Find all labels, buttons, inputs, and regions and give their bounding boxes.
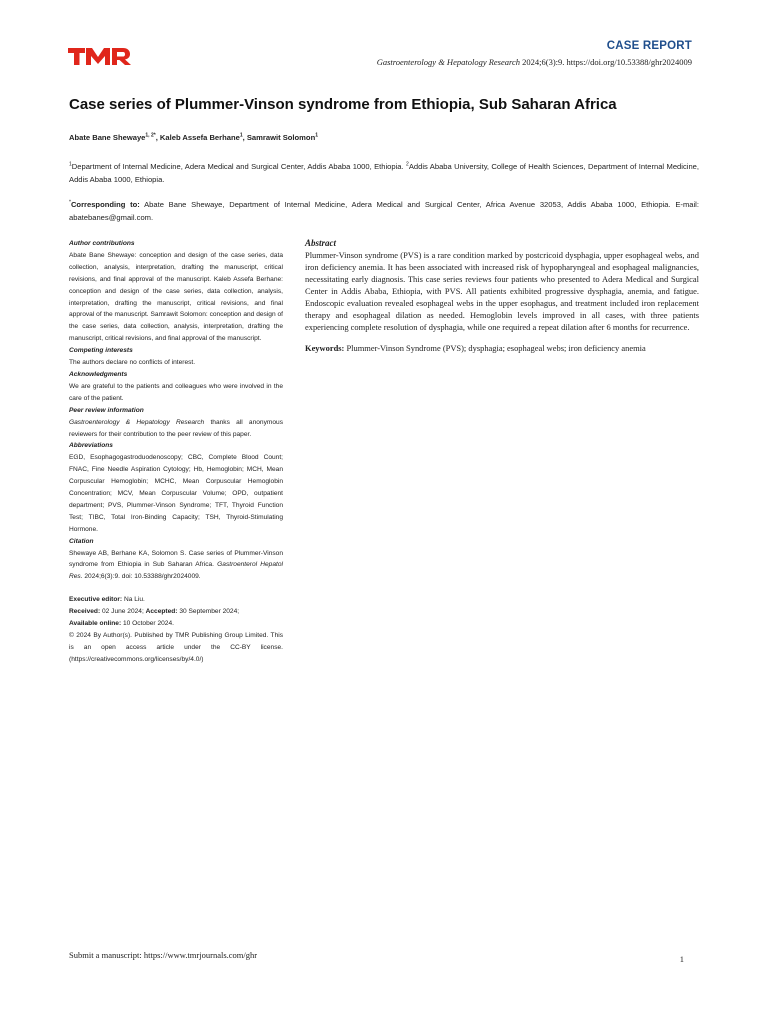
- author-separator: ,: [155, 133, 160, 142]
- affiliations: [69, 160, 699, 186]
- available-online-label: Available online:: [69, 620, 122, 628]
- accepted-value: 30 September 2024;: [177, 608, 240, 616]
- author-contributions-heading: Author contributions: [69, 240, 135, 247]
- article-title: Case series of Plummer-Vinson syndrome from Ethiopia, Sub Saharan Africa: [69, 96, 617, 113]
- author-affiliation-marker: 1: [239, 132, 243, 139]
- available-online-value: 10 October 2024.: [121, 620, 174, 628]
- page-number: 1: [679, 954, 684, 964]
- abbreviations-text: EGD, Esophagogastroduodenoscopy; CBC, Complete Blood Count; FNAC, Fine Needle Aspiration Cytology; Hb, Hemoglobin; MCH, Mean Corpuscular Hemoglobin; MCHC, Mean Corpuscular Hemoglobin Concentration; MCV, Mean Corpuscular Volume; OPD, outpatient department; PVS, Plummer-Vinson Syndrome; TFT, Thyroid Function Test; TIBC, Total Iron-Binding Capacity; TSH, Thyroid-Stimulating Hormone.: [69, 454, 283, 533]
- citation-journal: Gastroenterol Hepatol Res.: [69, 561, 283, 581]
- author-contributions-text: Abate Bane Shewaye: conception and design of the case series, data collection, analysis, interpretation, drafting the manuscript, critical revisions, and final approval of the manuscript. Kaleb Assefa Berhane: conception and design of the case series, data collection, analysis, interpretation, drafting the manuscript, critical revisions, and final approval of the manuscript. Samrawit Solomon: conception and design of the case series, data collection, analysis, interpretation, drafting the manuscript, critical revisions, and final approval of the manuscript.: [69, 251, 283, 343]
- executive-editor-value: Na Liu.: [122, 596, 145, 604]
- abstract-heading: Abstract: [305, 238, 337, 248]
- citation-heading: Citation: [69, 537, 94, 545]
- correspondence: [69, 198, 699, 224]
- author-affiliation-marker: 1, 2*: [145, 132, 156, 139]
- keywords-label: Keywords:: [305, 343, 345, 353]
- journal-citation-line: [377, 57, 692, 67]
- author-name: Abate Bane Shewaye: [69, 133, 146, 142]
- author-separator: ,: [242, 133, 247, 142]
- acknowledgments-heading: Acknowledgments: [69, 370, 128, 378]
- journal-name: Gastroenterology & Hepatology Research: [376, 57, 521, 67]
- abbreviations-heading: Abbreviations: [69, 442, 113, 450]
- keywords: [305, 342, 699, 354]
- copyright-notice: © 2024 By Author(s). Published by TMR Publishing Group Limited. This is an open access article under the CC-BY license. (https://creativecommons.org/licenses/by/4.0/): [69, 632, 283, 663]
- journal-citation-tail: 2024;6(3):9. https://doi.org/10.53388/ghr2024009: [520, 57, 692, 67]
- author-affiliation-marker: 1: [315, 132, 318, 139]
- tmr-logo: [68, 44, 132, 68]
- abstract-text: Plummer-Vinson syndrome (PVS) is a rare condition marked by postcricoid dysphagia, upper esophageal webs, and iron deficiency anemia. It has been associated with increased risk of hypopharyngeal and esophageal malignancies, necessitating early diagnosis. This case series reviews four patients who presented to Adera Medical and Surgical Center in Addis Ababa, Ethiopia, with PVS. All patients exhibited progressive dysphagia, anemia, and fatigue. Endoscopic evaluation revealed esophageal webs in the upper esophagus, and treatment included iron replacement therapy and esophageal dilation as needed. Hemoglobin levels improved in all cases, with three patients experiencing complete resolution of dysphagia, while one required a repeat dilation after 6 months for recurrence.: [305, 250, 699, 332]
- received-accepted-dates: [69, 606, 283, 618]
- citation-doi: 2024;6(3):9. doi: 10.53388/ghr2024009.: [82, 573, 201, 581]
- author-list: [69, 133, 318, 142]
- affiliation-marker: 1: [69, 161, 72, 168]
- competing-interests-heading: Competing interests: [69, 347, 133, 355]
- executive-editor: [69, 594, 283, 606]
- received-label: Received:: [69, 608, 101, 616]
- executive-editor-label: Executive editor:: [69, 596, 123, 604]
- peer-review-body: thanks all anonymous reviewers for their contribution to the peer review of this paper.: [69, 418, 283, 438]
- correspondence-label: Corresponding to:: [70, 200, 140, 209]
- author-name: Samrawit Solomon: [246, 133, 316, 142]
- citation-text: [69, 548, 283, 584]
- keywords-text: Plummer-Vinson Syndrome (PVS); dysphagia; esophageal webs; iron deficiency anemia: [344, 343, 646, 353]
- affiliation-marker: 2: [406, 161, 409, 168]
- accepted-label: Accepted:: [145, 608, 178, 616]
- acknowledgments-text: We are grateful to the patients and colleagues who were involved in the care of the patient.: [69, 382, 283, 402]
- abstract-section: [305, 238, 699, 354]
- corresponding-marker: *: [69, 199, 71, 206]
- citation-body: Shewaye AB, Berhane KA, Solomon S. Case series of Plummer-Vinson syndrome from Ethiopia in Sub Saharan Africa.: [69, 549, 283, 569]
- available-online-date: [69, 618, 283, 630]
- competing-interests-text: The authors declare no conflicts of interest.: [69, 359, 196, 367]
- article-info-sidebar: [69, 238, 283, 666]
- peer-review-text: [69, 417, 283, 441]
- article-type-label: CASE REPORT: [606, 40, 692, 52]
- peer-review-heading: Peer review information: [69, 406, 144, 414]
- affiliation-text: Addis Ababa University, College of Health Sciences, Department of Internal Medicine, Addis Ababa 1000, Ethiopia.: [69, 162, 699, 184]
- received-value: 02 June 2024;: [100, 608, 146, 616]
- submit-manuscript-footer: Submit a manuscript: https://www.tmrjournals.com/ghr: [69, 950, 258, 960]
- affiliation-text: Department of Internal Medicine, Adera Medical and Surgical Center, Addis Ababa 1000, Ethiopia.: [71, 162, 407, 171]
- correspondence-text: Abate Bane Shewaye, Department of Internal Medicine, Adera Medical and Surgical Center, Africa Avenue 32053, Addis Ababa 1000, Ethiopia. E-mail: abatebanes@gmail.com.: [69, 200, 699, 222]
- peer-review-journal: Gastroenterology & Hepatology Research: [69, 418, 205, 426]
- author-name: Kaleb Assefa Berhane: [159, 133, 240, 142]
